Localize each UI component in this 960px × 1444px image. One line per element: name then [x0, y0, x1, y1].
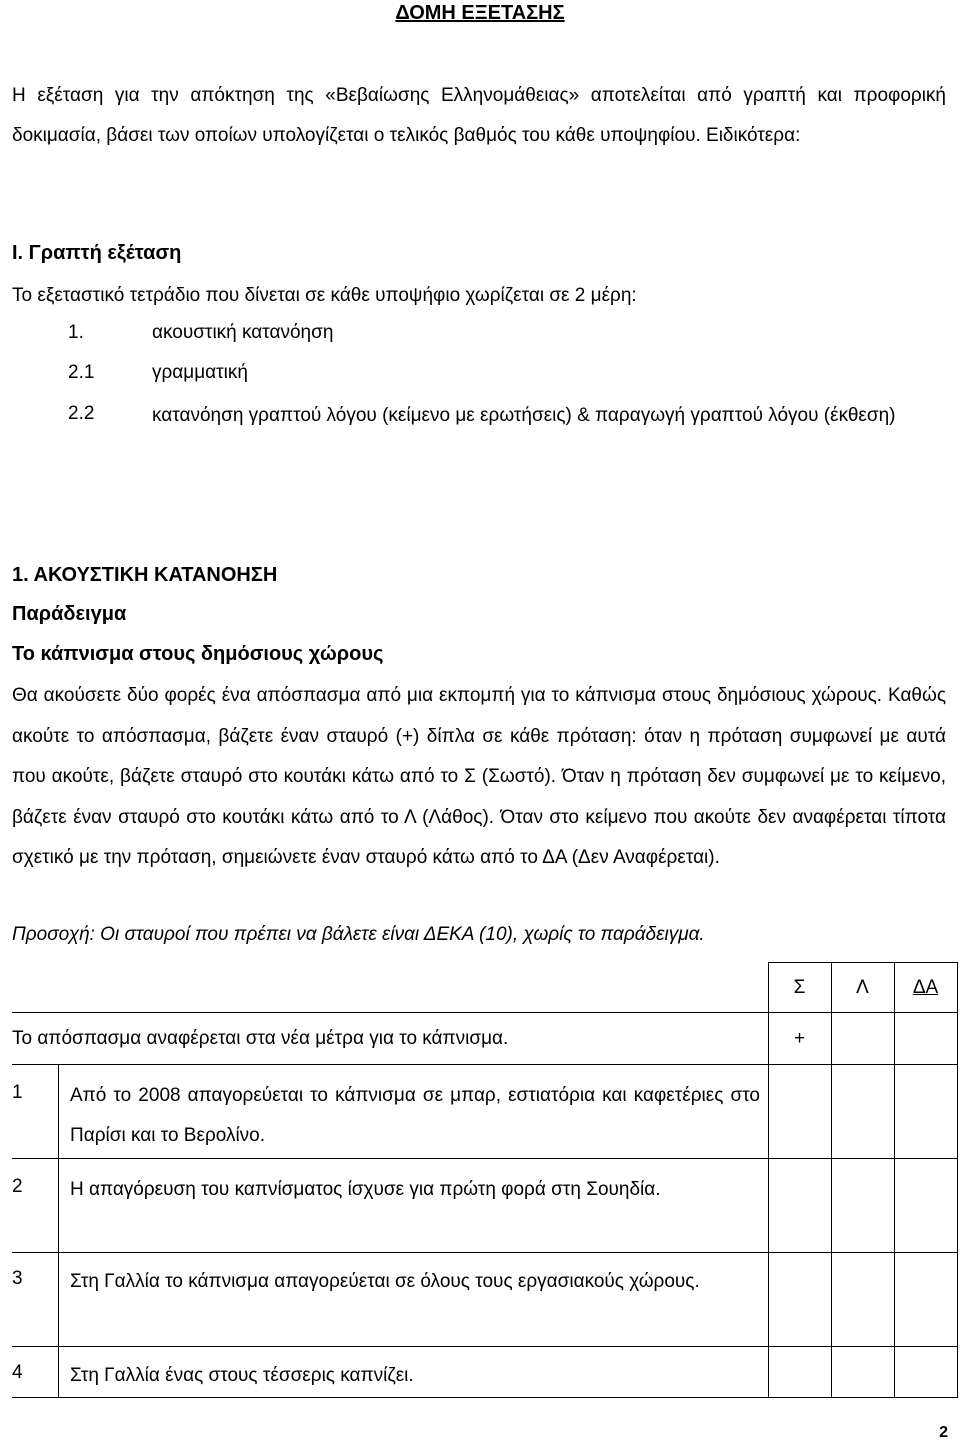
- row-text: Από το 2008 απαγορεύεται το κάπνισμα σε μπαρ, εστιατόρια και καφετέριες στο Παρίσι και το Βερολίνο.: [70, 1085, 760, 1146]
- table-border: [12, 1012, 958, 1013]
- table-border: [894, 962, 895, 1398]
- table-border: [768, 962, 958, 963]
- list-number: 2.1: [68, 362, 95, 383]
- example-row-mark: +: [793, 1028, 806, 1049]
- row-text: Η απαγόρευση του καπνίσματος ίσχυσε για πρώτη φορά στη Σουηδία.: [70, 1179, 661, 1200]
- header-not-mentioned: ΔΑ: [912, 977, 939, 998]
- row-number: 2: [12, 1176, 23, 1197]
- list-text: ακουστική κατανόηση: [152, 322, 334, 343]
- table-border: [12, 1064, 958, 1065]
- row-text: Στη Γαλλία ένας στους τέσσερις καπνίζει.: [70, 1365, 414, 1386]
- list-text: κατανόηση γραπτού λόγου (κείμενο με ερωτήσεις) & παραγωγή γραπτού λόγου (έκθεση): [152, 405, 896, 426]
- page-title: ΔΟΜΗ ΕΞΕΤΑΣΗΣ: [395, 2, 565, 24]
- list-text: γραμματική: [152, 362, 248, 383]
- row-number: 3: [12, 1268, 23, 1289]
- instructions-paragraph: Θα ακούσετε δύο φορές ένα απόσπασμα από μια εκπομπή για το κάπνισμα στους δημόσιους χώρους. Καθώς ακούτε το απόσπασμα, βάζετε έναν σταυρό (+) δίπλα σε κάθε πρόταση: όταν η πρόταση συμφωνεί με αυτά που ακούτε, βάζετε σταυρό στο κουτάκι κάτω από το Σ (Σωστό). Όταν η πρόταση δεν συμφωνεί με το κείμενο, βάζετε έναν σταυρό στο κουτάκι κάτω από το Λ (Λάθος). Όταν στο κείμενο που ακούτε δεν αναφέρεται τίποτα σχετικό με την πρόταση, σημειώνετε έναν σταυρό κάτω από το ΔΑ (Δεν Αναφέρεται).: [12, 685, 946, 868]
- example-label: Παράδειγμα: [12, 603, 127, 625]
- table-border: [12, 1346, 958, 1347]
- table-border: [831, 962, 832, 1398]
- example-row-text: Το απόσπασμα αναφέρεται στα νέα μέτρα για το κάπνισμα.: [12, 1028, 509, 1049]
- table-border: [58, 1064, 59, 1398]
- row-number: 1: [12, 1082, 23, 1103]
- intro-paragraph: Η εξέταση για την απόκτηση της «Βεβαίωσης Ελληνομάθειας» αποτελείται από γραπτή και προφορική δοκιμασία, βάσει των οποίων υπολογίζεται ο τελικός βαθμός του κάθε υποψηφίου. Ειδικότερα:: [12, 85, 946, 146]
- note-text: Προσοχή: Οι σταυροί που πρέπει να βάλετε είναι ΔΕΚΑ (10), χωρίς το παράδειγμα.: [12, 924, 705, 945]
- list-number: 2.2: [68, 403, 95, 424]
- page-number: 2: [939, 1424, 948, 1441]
- row-text: Στη Γαλλία το κάπνισμα απαγορεύεται σε όλους τους εργασιακούς χώρους.: [70, 1271, 700, 1292]
- header-wrong: Λ: [856, 977, 869, 998]
- table-border: [12, 1158, 958, 1159]
- written-exam-text: Το εξεταστικό τετράδιο που δίνεται σε κάθε υποψήφιο χωρίζεται σε 2 μέρη:: [12, 285, 637, 306]
- row-number: 4: [12, 1362, 23, 1383]
- table-border: [12, 1397, 958, 1398]
- list-number: 1.: [68, 322, 84, 343]
- example-topic: Το κάπνισμα στους δημόσιους χώρους: [12, 643, 384, 665]
- header-correct: Σ: [793, 977, 806, 998]
- table-border: [12, 1252, 958, 1253]
- listening-heading: 1. ΑΚΟΥΣΤΙΚΗ ΚΑΤΑΝΟΗΣΗ: [12, 564, 278, 586]
- table-border: [957, 962, 958, 1398]
- written-exam-heading: Ι. Γραπτή εξέταση: [12, 242, 182, 264]
